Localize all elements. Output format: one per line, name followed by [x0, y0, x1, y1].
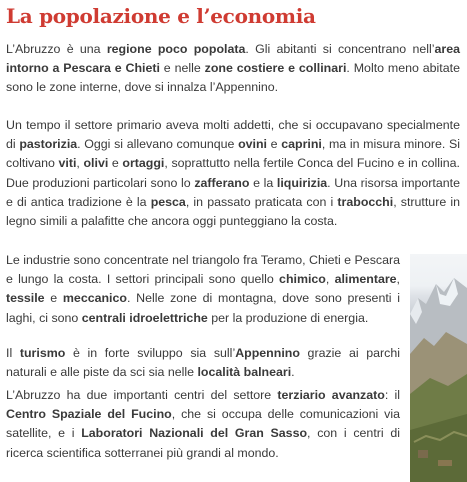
text-run: , che si occupa delle comunicazioni via satellite, e i: [6, 407, 400, 441]
highlighted-term: caprini: [281, 137, 322, 152]
paragraph-primary-sector: [6, 116, 460, 231]
highlighted-term: ovini: [238, 137, 267, 152]
page-title: La popolazione e l’economia: [6, 4, 316, 28]
text-run: : il: [384, 388, 400, 402]
highlighted-term: ortaggi: [122, 156, 165, 171]
text-run: , con i centri di ricerca scientifica sotterranei più grandi al mondo.: [6, 426, 400, 460]
highlighted-term: centrali idroelettriche: [81, 310, 208, 325]
text-run: ,: [396, 272, 400, 287]
text-run: , in passato praticata con i: [185, 194, 338, 209]
highlighted-term: Appennino: [235, 346, 300, 360]
text-run: , soprattutto nella fertile Conca del Fucino e in collina. Due produzioni particolari sono lo: [6, 156, 460, 190]
text-run: Le industrie sono concentrate nel triangolo fra Teramo, Chieti e Pescara e lungo la costa. I settori principali sono quello: [6, 253, 400, 287]
text-run: . Nelle zone di montagna, dove sono presenti i laghi, ci sono: [6, 291, 400, 325]
text-run: L’Abruzzo è una: [6, 42, 107, 56]
text-run: per la produzione di energia.: [207, 310, 369, 325]
text-run: Il: [6, 346, 20, 360]
text-run: ,: [76, 156, 84, 171]
highlighted-term: trabocchi: [337, 194, 394, 209]
highlighted-term: liquirizia: [276, 175, 328, 190]
text-run: . Una risorsa importante e di antica tradizione è la: [6, 175, 460, 209]
highlighted-term: alimentare: [334, 272, 397, 287]
text-run: .: [291, 365, 295, 380]
highlighted-term: tessile: [6, 291, 45, 306]
highlighted-term: turismo: [19, 346, 66, 360]
paragraph-tertiary-sector: [6, 386, 400, 463]
highlighted-term: viti: [58, 156, 77, 171]
paragraph-tourism: [6, 344, 400, 382]
text-run: , ma in misura minore. Si coltivano: [6, 137, 461, 171]
highlighted-term: Centro Spaziale del Fucino: [6, 407, 172, 422]
text-run: è in forte sviluppo sia sull’: [65, 346, 236, 360]
text-run: e: [108, 156, 123, 171]
text-run: e nelle: [159, 61, 205, 76]
text-run: L’Abruzzo ha due importanti centri del settore: [6, 388, 278, 402]
text-run: . Oggi si allevano comunque: [77, 137, 239, 152]
highlighted-term: olivi: [83, 156, 109, 171]
highlighted-term: Laboratori Nazionali del Gran Sasso: [81, 426, 308, 441]
highlighted-term: zone costiere e collinari: [204, 61, 347, 76]
highlighted-term: pastorizia: [19, 137, 78, 152]
text-run: . Gli abitanti si concentrano nell’: [245, 42, 435, 56]
text-run: e: [267, 137, 282, 152]
paragraph-industry: [6, 251, 400, 328]
highlighted-term: meccanico: [62, 291, 127, 306]
highlighted-term: terziario avanzato: [277, 388, 385, 402]
text-run: ,: [325, 272, 335, 287]
highlighted-term: regione poco popolata: [106, 42, 246, 56]
highlighted-term: zafferano: [194, 175, 250, 190]
highlighted-term: area intorno a Pescara e Chieti: [6, 42, 460, 76]
text-run: Un tempo il settore primario aveva molti addetti, che si occupavano specialmente di: [6, 118, 460, 152]
text-run: e la: [249, 175, 277, 190]
text-run: . Molto meno abitate sono le zone interne, dove si innalza l’Appennino.: [6, 61, 460, 95]
text-run: , strutture in legno simili a palafitte che ancora oggi punteggiano la costa.: [6, 194, 460, 229]
highlighted-term: località balneari: [197, 365, 292, 380]
highlighted-term: pesca: [150, 194, 186, 209]
mountain-landscape-photo: [410, 254, 467, 482]
text-run: e: [44, 291, 63, 306]
text-run: grazie ai parchi naturali e alle piste da sci sia nelle: [6, 346, 401, 380]
highlighted-term: chimico: [279, 272, 326, 287]
paragraph-population: [6, 40, 460, 98]
